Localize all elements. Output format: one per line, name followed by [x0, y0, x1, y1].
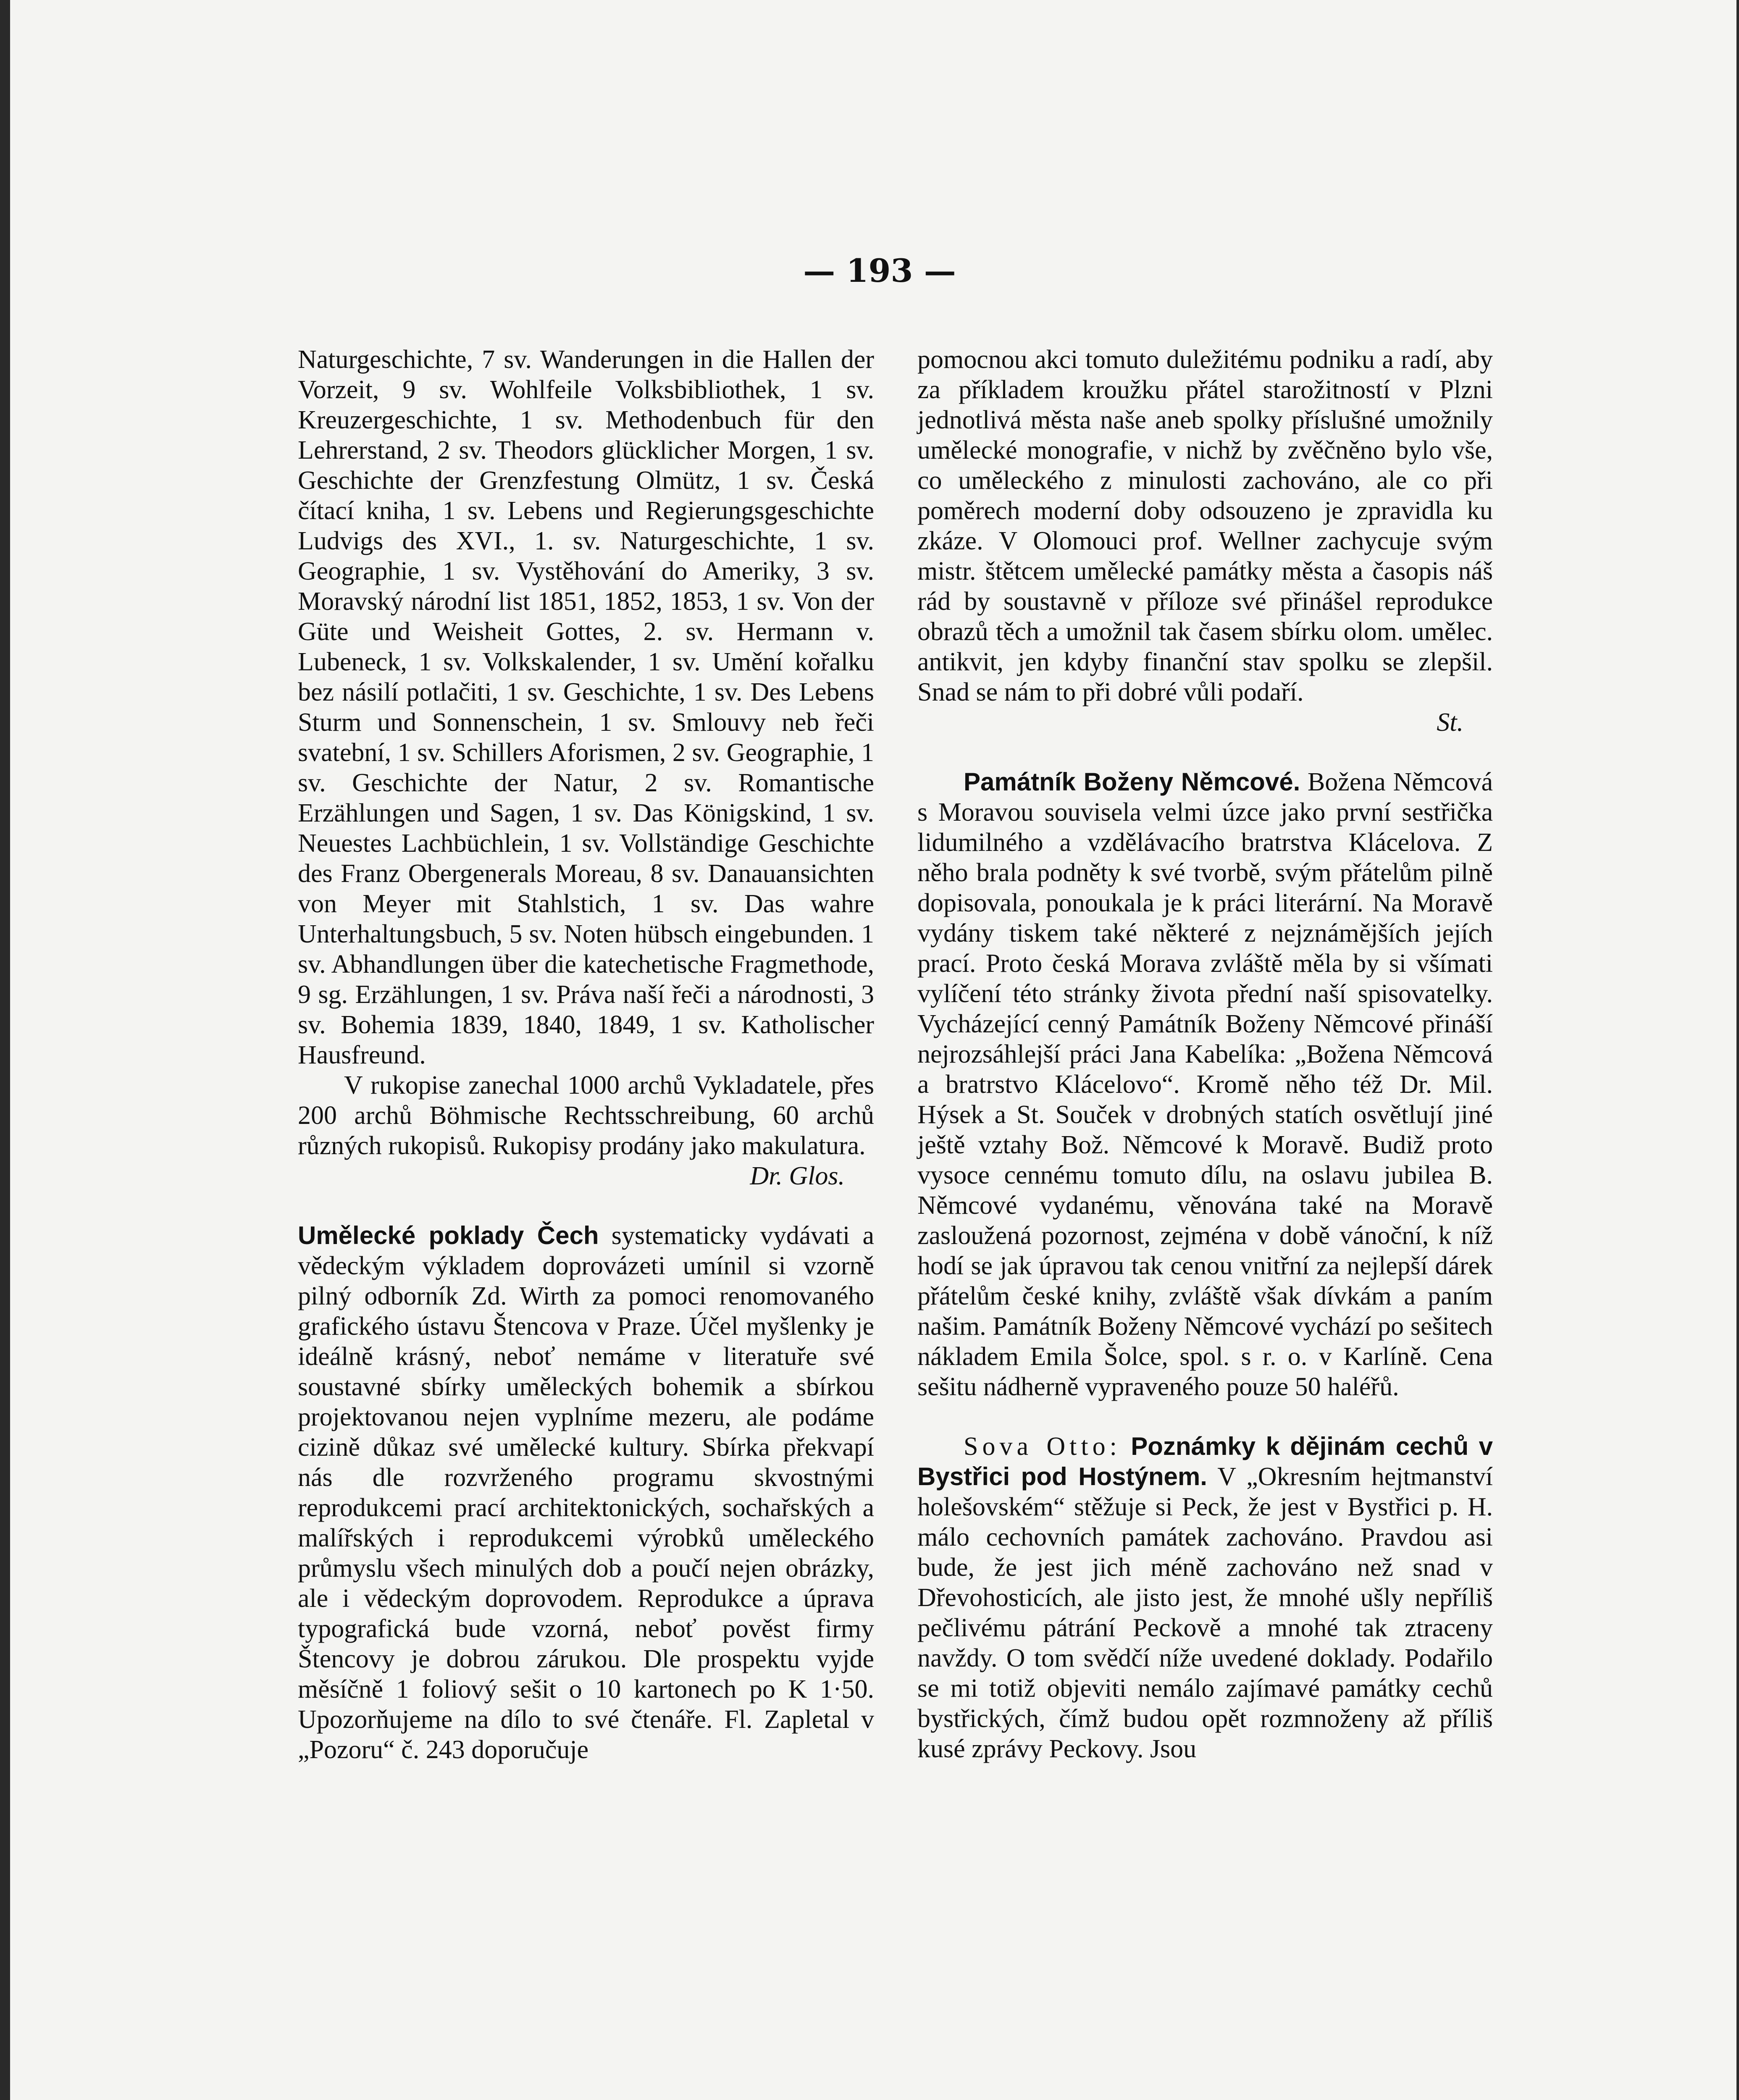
nemcova-paragraph	[917, 767, 1493, 1402]
right-column	[917, 344, 1493, 1764]
sova-paragraph	[917, 1431, 1493, 1764]
art-treasures-paragraph	[298, 1221, 874, 1765]
sova-author: Sova Otto:	[964, 1432, 1121, 1461]
sova-text: V „Okresním hejtmanství holešovském“ stěžuje si Peck, že jest v Bystřici p. H. málo cechovních památek zachováno. Pravdou asi bude, že jest jich méně zachováno než snad v Dřevohosticích, ale jisto jest, že mnohé ušly nepříliš pečlivému pátrání Peckově a mnohé tak ztraceny navždy. O tom svědčí níže uvedené doklady. Podařilo se mi totiž objeviti nemálo zajímavé památky cechů bystřických, čímž budou opět rozmnoženy až příliš kusé zprávy Peckovy. Jsou	[917, 1462, 1493, 1763]
continuation-paragraph: pomocnou akci tomuto duležitému podniku a radí, aby za příkladem kroužku přátel starožitností v Plzni jednotlivá města naše aneb spolky příslušné umožnily umělecké monografie, v nichž by zvěčněno bylo vše, co uměleckého z minulosti zachováno, ale co při poměrech moderní doby odsouzeno je zpravidla ku zkáze. V Olomouci prof. Wellner zachycuje svým mistr. štětcem umělecké památky města a časopis náš rád by soustavně v příloze své přinášel reprodukce obrazů těch a umožnil tak časem sbírku olom. umělec. antikvit, jen kdyby finanční stav spolku se zlepšil. Snad se nám to při dobré vůli podaří.	[917, 345, 1493, 706]
nemcova-text: Božena Němcová s Moravou souvisela velmi úzce jako první sestřička lidumilného a vzdělávacího bratrstva Klácelova. Z něho brala podněty k své tvorbě, svým přátelům pilně dopisovala, ponoukala je k práci literární. Na Moravě vydány tiskem také některé z nejznámějších jejích prací. Proto česká Morava zvláště měla by si všímati vylíčení této stránky života přední naší spisovatelky. Vycházející cenný Památník Boženy Němcové přináší nejrozsáhlejší práci Jana Kabelíka: „Božena Němcová a bratrstvo Klácelovo“. Kromě něho též Dr. Mil. Hýsek a St. Souček v drobných statích osvětlují jiné ještě vztahy Bož. Němcové k Moravě. Budiž proto vysoce cennému tomuto dílu, na oslavu jubilea B. Němcové vydanému, věnována také na Moravě zasloužená pozornost, zejména v době vánoční, k níž hodí se jak úpravou tak cenou vnitřní za nejlepší dárek přátelům české knihy, zvláště však dívkám a paním našim. Památník Boženy Němcové vychází po sešitech nákladem Emila Šolce, spol. s r. o. v Karlíně. Cena sešitu nádherně vypraveného pouze 50 haléřů.	[917, 768, 1493, 1401]
left-column	[298, 344, 874, 1765]
art-treasures-heading: Umělecké poklady Čech	[298, 1221, 599, 1250]
signature-st: St.	[1437, 708, 1463, 737]
sova-heading: Poznámky k dějinám cechů v Bystřici pod Hostýnem.	[917, 1432, 1493, 1491]
page-number: — 193 —	[803, 252, 956, 289]
manuscript-paragraph	[298, 1070, 874, 1161]
signature-glos: Dr. Glos.	[750, 1162, 845, 1190]
book-list-paragraph: Naturgeschichte, 7 sv. Wanderungen in die Hallen der Vorzeit, 9 sv. Wohlfeile Volksbibliothek, 1 sv. Kreuzergeschichte, 1 sv. Methodenbuch für den Lehrerstand, 2 sv. Theodors glücklicher Morgen, 1 sv. Geschichte der Grenzfestung Olmütz, 1 sv. Česká čítací kniha, 1 sv. Lebens und Regierungsgeschichte Ludvigs des XVI., 1. sv. Naturgeschichte, 1 sv. Geographie, 1 sv. Vystěhování do Ameriky, 3 sv. Moravský národní list 1851, 1852, 1853, 1 sv. Von der Güte und Weisheit Gottes, 2. sv. Hermann v. Lubeneck, 1 sv. Volkskalender, 1 sv. Umění kořalku bez násilí potlačiti, 1 sv. Geschichte, 1 sv. Des Lebens Sturm und Sonnenschein, 1 sv. Smlouvy neb řeči svatební, 1 sv. Schillers Aforismen, 2 sv. Geographie, 1 sv. Geschichte der Natur, 2 sv. Romantische Erzählungen und Sagen, 1 sv. Das Königskind, 1 sv. Neuestes Lachbüchlein, 1 sv. Vollständige Geschichte des Franz Obergenerals Moreau, 8 sv. Danauansichten von Meyer mit Stahlstich, 1 sv. Das wahre Unterhaltungsbuch, 5 sv. Noten hübsch eingebunden. 1 sv. Abhandlungen über die katechetische Fragmethode, 9 sg. Erzählungen, 1 sv. Práva naší řeči a národnosti, 3 sv. Bohemia 1839, 1840, 1849, 1 sv. Katholischer Hausfreund.	[298, 345, 874, 1069]
page-scan	[10, 0, 1736, 2100]
manuscript-text: V rukopise zanechal 1000 archů Vykladatele, přes 200 archů Böhmische Rechtsschreibung, 60 archů různých rukopisů. Rukopisy prodány jako makulatura.	[298, 1071, 874, 1160]
nemcova-heading: Památník Boženy Němcové.	[964, 768, 1300, 796]
art-treasures-text: systematicky vydávati a vědeckým výkladem doprovázeti umínil si vzorně pilný odborník Zd. Wirth za pomoci renomovaného grafického ústavu Štencova v Praze. Účel myšlenky je ideálně krásný, neboť nemáme v literatuře své soustavné sbírky uměleckých bohemik a sbírkou projektovanou nejen vyplníme mezeru, ale podáme cizině důkaz své umělecké kultury. Sbírka překvapí nás dle rozvrženého programu skvostnými reprodukcemi prací architektonických, sochařských a malířských i reprodukcemi výrobků uměleckého průmyslu všech minulých dob a poučí nejen obrázky, ale i vědeckým doprovodem. Reprodukce a úprava typografická bude vzorná, neboť pověst firmy Štencovy je dobrou zárukou. Dle prospektu vyjde měsíčně 1 foliový sešit o 10 kartonech po K 1·50. Upozorňujeme na dílo to své čtenáře. Fl. Zapletal v „Pozoru“ č. 243 doporučuje	[298, 1221, 874, 1764]
